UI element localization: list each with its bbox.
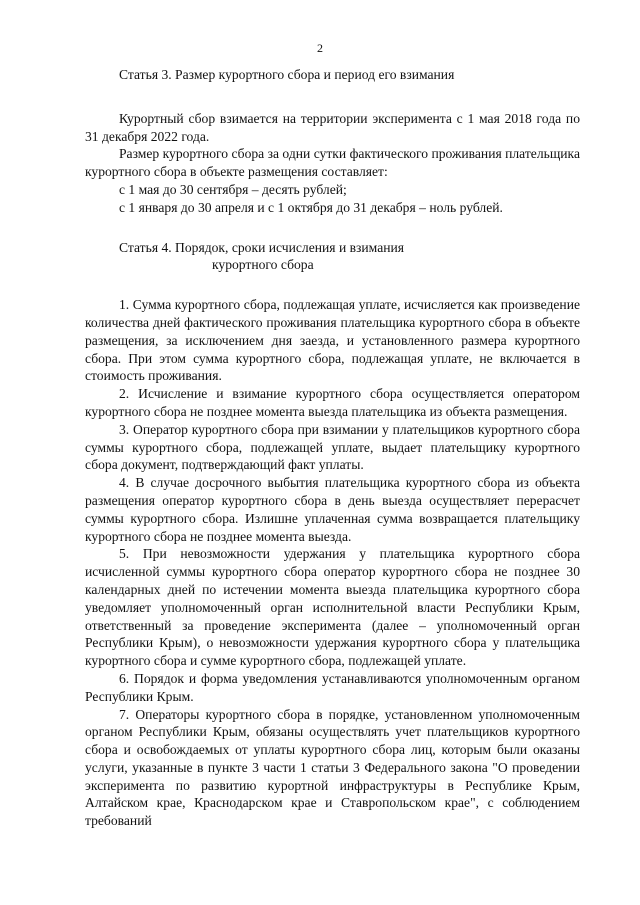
article3-item-2: с 1 января до 30 апреля и с 1 октября до 31 декабря – ноль рублей. <box>119 199 503 215</box>
article4-paragraph-3: 3. Оператор курортного сбора при взимании у плательщиков курортного сбора суммы курортного сбора, подлежащей уплате, выдает плательщику курортного сбора документ, подтверждающий факт уплаты. <box>85 421 580 473</box>
article4-paragraph-7: 7. Операторы курортного сбора в порядке, установленном уполномоченным органом Республики Крым, обязаны осуществлять учет плательщиков курортного сбора и освобождаемых от уплаты курортного сбора лиц, которым были оказаны услуги, указанные в пункте 3 части 1 статьи 3 Федерального закона "О проведении эксперимента по развитию курортной инфраструктуры в Республике Крым, Алтайском крае, Краснодарском крае и Ставропольском крае", с соблюдением требований <box>85 706 580 829</box>
article4-paragraph-4: 4. В случае досрочного выбытия плательщика курортного сбора из объекта размещения оператор курортного сбора в день выезда осуществляет перерасчет суммы курортного сбора. Излишне уплаченная сумма возвращается плательщику курортного сбора не позднее момента выезда. <box>85 475 580 544</box>
article3-item-1: с 1 мая до 30 сентября – десять рублей; <box>119 181 347 197</box>
article4-paragraph-6: 6. Порядок и форма уведомления устанавливаются уполномоченным органом Республики Крым. <box>85 670 580 704</box>
article4-title-line2: курортного сбора <box>212 257 314 273</box>
article4-paragraph-1: 1. Сумма курортного сбора, подлежащая уплате, исчисляется как произведение количества дней фактического проживания плательщика курортного сбора в объекте размещения, за исключением дня заезда, и установленного размера курортного сбора. При этом сумма курортного сбора, подлежащая уплате, не включается в стоимость проживания. <box>85 297 580 384</box>
article4-paragraph-5: 5. При невозможности удержания у плательщика курортного сбора исчисленной суммы курортного сбора оператор курортного сбора не позднее 30 календарных дней по истечении момента выезда плательщика курортного сбора уведомляет уполномоченный орган исполнительной власти Республики Крым, ответственный за проведение эксперимента (далее – уполномоченный орган Республики Крым), о невозможности удержания курортного сбора у плательщика курортного сбора и сумме курортного сбора, подлежащей уплате. <box>85 546 580 669</box>
article4-paragraph-2: 2. Исчисление и взимание курортного сбора осуществляется оператором курортного сбора не позднее момента выезда плательщика из объекта размещения. <box>85 386 580 419</box>
page-number: 2 <box>317 41 323 55</box>
article3-title: Статья 3. Размер курортного сбора и период его взимания <box>119 67 455 82</box>
article4-title-line1: Статья 4. Порядок, сроки исчисления и взимания <box>119 239 405 255</box>
article3-paragraph-2: Размер курортного сбора за одни сутки фактического проживания плательщика курортного сбора в объекте размещения составляет: <box>85 146 580 180</box>
article3-paragraph-1: Курортный сбор взимается на территории эксперимента с 1 мая 2018 года по 31 декабря 2022 года. <box>85 110 580 144</box>
